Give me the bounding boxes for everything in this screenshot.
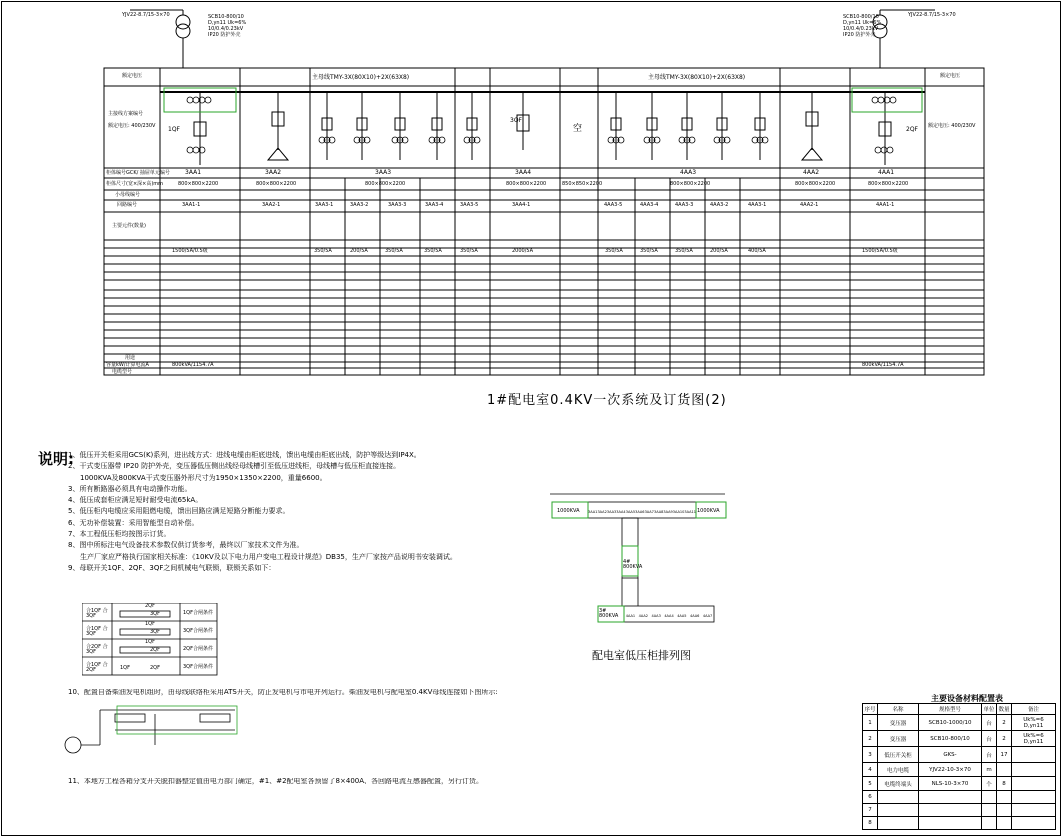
cabinet-tag-7: 4AA2-1 [800,202,819,208]
col-unit: 单位 [982,704,997,715]
notes-list [68,450,538,574]
rated-voltage-left: 额定电压: 400/230V [108,123,156,129]
layout-top-row [588,510,696,514]
main-ct-right: 1500/5A/0.5级 [862,248,898,254]
cabinet-no-6: 4AA3 [680,169,697,176]
cabinet-tag-8: 4AA1-1 [876,202,895,208]
layout-cabinet: 3AA11 [684,510,696,514]
interlock-contact: 2QF [150,665,160,671]
interlock-desc: 2QF合闸条件 [183,646,213,652]
layout-cabinet: 4AA6 [690,614,700,618]
ct-ratio: 350/5A [424,248,442,254]
layout-plan-title: 配电室低压柜排列图 [592,649,691,662]
note-item: 4、低压成套柜应满足短时耐受电流65kA。 [68,496,203,505]
table-row: 7 [863,804,1056,817]
cabinet-size-4: 800×800×2200 [506,181,547,187]
row-label-capacity: 容量kW/计算电流A [106,362,149,368]
layout-bottom-row [624,614,714,618]
interlock-contact: 3QF [150,629,160,635]
note-10: 10、配置自备柴油发电机组时，由母线联络柜采用ATS开关，防止发电机与市电并列运行。柴油发电机与配电室0.4KV母线连接如下图所示: [68,689,498,696]
layout-cabinet: 3AA5 [625,510,636,514]
cabinet-size-6: 800×800×2200 [670,181,711,187]
materials-header-row [863,704,1056,715]
note-item: 3、所有断路器必须具有电动操作功能。 [68,484,192,493]
ct-ratio: 350/5A [314,248,332,254]
note-item: 6、无功补偿装置：采用智能型自动补偿。 [68,518,199,527]
breaker-1qf: 1QF [168,126,180,133]
layout-trans-left: 1000KVA [557,508,580,514]
layout-cabinet: 4AA4 [664,614,674,618]
ct-ratio: 200/5A [710,248,728,254]
row-label-cabinet-no: 柜体编号GCK/ 抽屉单元编号 [106,170,170,176]
cabinet-size-5: 850×850×2200 [562,181,603,187]
layout-cabinet: 3AA3 [606,510,617,514]
interlock-label: 合1QF 合3QF [86,626,108,637]
note-item: 7、本工程低压柜均按图示订货。 [68,530,171,539]
note-item: 5、低压柜内电缆应采用阻燃电缆，馈出回路应满足短路分断能力要求。 [68,507,290,516]
cabinet-no-1: 3AA1 [185,169,202,176]
cabinet-no-3: 3AA3 [375,169,392,176]
materials-title: 主要设备材料配置表 [931,694,1003,703]
interlock-label: 合2QF 合3QF [86,644,108,655]
feeder-tag: 3AA3-1 [315,202,334,208]
interlock-desc: 3QF合闸条件 [183,664,213,670]
cabinet-size-7: 800×800×2200 [795,181,836,187]
note-item: 1000KVA及800KVA干式变压器外形尺寸为1950×1350×2200，重量6600。 [80,473,327,482]
feeder-tag: 4AA3-2 [710,202,729,208]
left-cable-label: YJV22-8.7/15-3×70 [122,12,170,18]
bus-label-right: 主母线TMY-3X(80X10)+2X(63X8) [648,74,746,81]
note-item: 生产厂家应严格执行国家相关标准：《10KV及以下电力用户变电工程设计规范》DB35，生产厂家按产品说明书安装调试。 [80,552,457,561]
tie-ct: 2000/5A [512,248,534,254]
row-label-use: 用途 [125,355,136,361]
interlock-contact: 2QF [145,603,155,609]
feeder-tag: 3AA3-2 [350,202,369,208]
layout-cabinet: 4AA3 [651,614,661,618]
cabinet-size-8: 800×800×2200 [868,181,909,187]
row-label-voltage-right: 额定电压 [940,73,961,79]
row-label-components: 主要元件(数量) [112,223,146,229]
cabinet-no-8: 4AA1 [878,169,895,176]
left-transformer-spec: SCB10-800/10 D,yn11 Uk=6% 10/0.4/0.23kV IP20 防护外壳 [208,14,247,38]
row-label-scheme: 主接线方案编号 [108,111,144,117]
cabinet-no-4: 3AA4 [515,169,532,176]
row-label-cabinet-size: 柜体尺寸(宽×深×高)mm [106,181,164,187]
table-row: 5 电缆终端头 NLS-10-3×70 个 8 [863,777,1056,791]
layout-cabinet: 4AA7 [702,614,713,618]
layout-cabinet: 3AA2 [597,510,607,514]
interlock-label: 合1QF 合3QF [86,608,108,619]
bus-label-left: 主母线TMY-3X(80X10)+2X(63X8) [312,74,410,81]
feeder-tag: 4AA3-4 [640,202,659,208]
note-item: 1、低压开关柜采用GCS(K)系列，进出线方式：进线电缆由柜底进线，馈出电缆由柜底出线，防护等级达到IP4X。 [68,451,421,459]
col-no: 序号 [863,704,878,715]
note-item: 8、图中所标注电气设备技术参数仅供订货参考，最终以厂家技术文件为准。 [68,541,304,550]
interlock-contact: 1QF [120,665,130,671]
layout-cabinet: 4AA1 [625,614,636,618]
right-transformer-spec: SCB10-800/10 D,yn11 Uk=6% 10/0.4/0.23kV IP20 防护外壳 [843,14,882,38]
layout-trans-lower: 3# 800KVA [599,608,619,619]
ct-ratio: 200/5A [350,248,368,254]
cabinet-no-2: 3AA2 [265,169,282,176]
layout-cabinet: 3AA7 [644,510,654,514]
feeder-tag: 4AA3-1 [748,202,767,208]
table-row: 4 电力电缆 YJV22-10-3×70 m [863,763,1056,777]
capacity-right: 800kVA/1154.7A [862,362,904,368]
ct-ratio: 400/5A [748,248,766,254]
capacity-left: 800kVA/1154.7A [172,362,214,368]
note-11: 11、本地方工程各箱分支开关脱扣器整定值由电力部门确定，#1、#2配电室各预留了8×400A、各回路电流互感器配置，另行订货。 [68,778,484,785]
interlock-contact: 1QF [145,639,155,645]
interlock-contact: 2QF [150,647,160,653]
interlock-desc: 1QF合闸条件 [183,610,213,616]
row-label-cable: 电缆型号 [112,369,133,375]
table-row: 8 [863,817,1056,830]
one-line-diagram [0,0,1062,400]
row-label-small-bus: 小母线编号 [115,192,141,198]
cabinet-tag-4: 3AA4-1 [512,202,531,208]
row-label-circuit-no: 回路编号 [117,202,138,208]
col-spec: 规格型号 [919,704,982,715]
layout-cabinet: 3AA1 [588,510,598,514]
cabinet-size-2: 800×800×2200 [256,181,297,187]
note-item: 2、干式变压器带 IP20 防护外壳，变压器低压侧出线经母线槽引至低压进线柜，母线槽与低压柜直接连接。 [68,462,401,471]
feeder-tag: 4AA3-5 [604,202,623,208]
table-row: 3 低压开关柜 GKS- 台 17 [863,747,1056,763]
generator-connection-diagram [55,700,245,760]
right-cable-label: YJV22-8.7/15-3×70 [908,12,956,18]
layout-trans-vertical: 4# 800KVA [623,559,643,570]
layout-cabinet: 3AA8 [653,510,664,514]
col-note: 备注 [1012,704,1056,715]
ct-ratio: 350/5A [460,248,478,254]
materials-table [862,703,1056,830]
layout-cabinet: 3AA10 [672,510,685,514]
ct-ratio: 350/5A [640,248,658,254]
ct-ratio: 350/5A [385,248,403,254]
cabinet-no-7: 4AA2 [803,169,820,176]
table-row: 6 [863,791,1056,804]
cabinet-tag-2: 3AA2-1 [262,202,281,208]
col-name: 名称 [878,704,919,715]
note-item: 9、母联开关1QF、2QF、3QF之间机械电气联锁，联锁关系如下： [68,563,276,572]
row-label-voltage: 额定电压 [122,73,143,79]
cabinet-size-3: 800×800×2200 [365,181,406,187]
notes-title: 说明: [38,450,74,468]
feeder-tag: 4AA3-3 [675,202,694,208]
interlock-label: 合1QF 合2QF [86,662,108,673]
layout-cabinet: 4AA2 [638,614,648,618]
cabinet-size-1: 800×800×2200 [178,181,219,187]
spare-label: 空 [573,124,583,134]
feeder-tag: 3AA3-5 [460,202,479,208]
main-ct-left: 1500/5A/0.5级 [172,248,208,254]
layout-trans-right: 1000KVA [697,508,720,514]
breaker-2qf: 2QF [906,126,918,133]
drawing-title: 1#配电室0.4KV一次系统及订货图(2) [487,393,727,408]
rated-voltage-right: 额定电压: 400/230V [928,123,976,129]
interlock-contact: 1QF [145,621,155,627]
ct-ratio: 350/5A [605,248,623,254]
cabinet-tag-1: 3AA1-1 [182,202,201,208]
table-row: 1 变压器 SCB10-1000/10 台 2 Uk%=6 D,yn11 [863,715,1056,731]
interlock-desc: 3QF合闸条件 [183,628,213,634]
feeder-tag: 3AA3-4 [425,202,444,208]
breaker-3qf: 3QF [510,117,522,124]
layout-cabinet: 4AA5 [677,614,687,618]
layout-cabinet: 3AA4 [616,510,626,514]
layout-cabinet: 3AA9 [663,510,673,514]
ct-ratio: 350/5A [675,248,693,254]
col-qty: 数量 [997,704,1012,715]
feeder-tag: 3AA3-3 [388,202,407,208]
table-row: 2 变压器 SCB10-800/10 台 2 Uk%=6 D,yn11 [863,731,1056,747]
layout-cabinet: 3AA6 [635,510,645,514]
interlock-contact: 3QF [150,611,160,617]
